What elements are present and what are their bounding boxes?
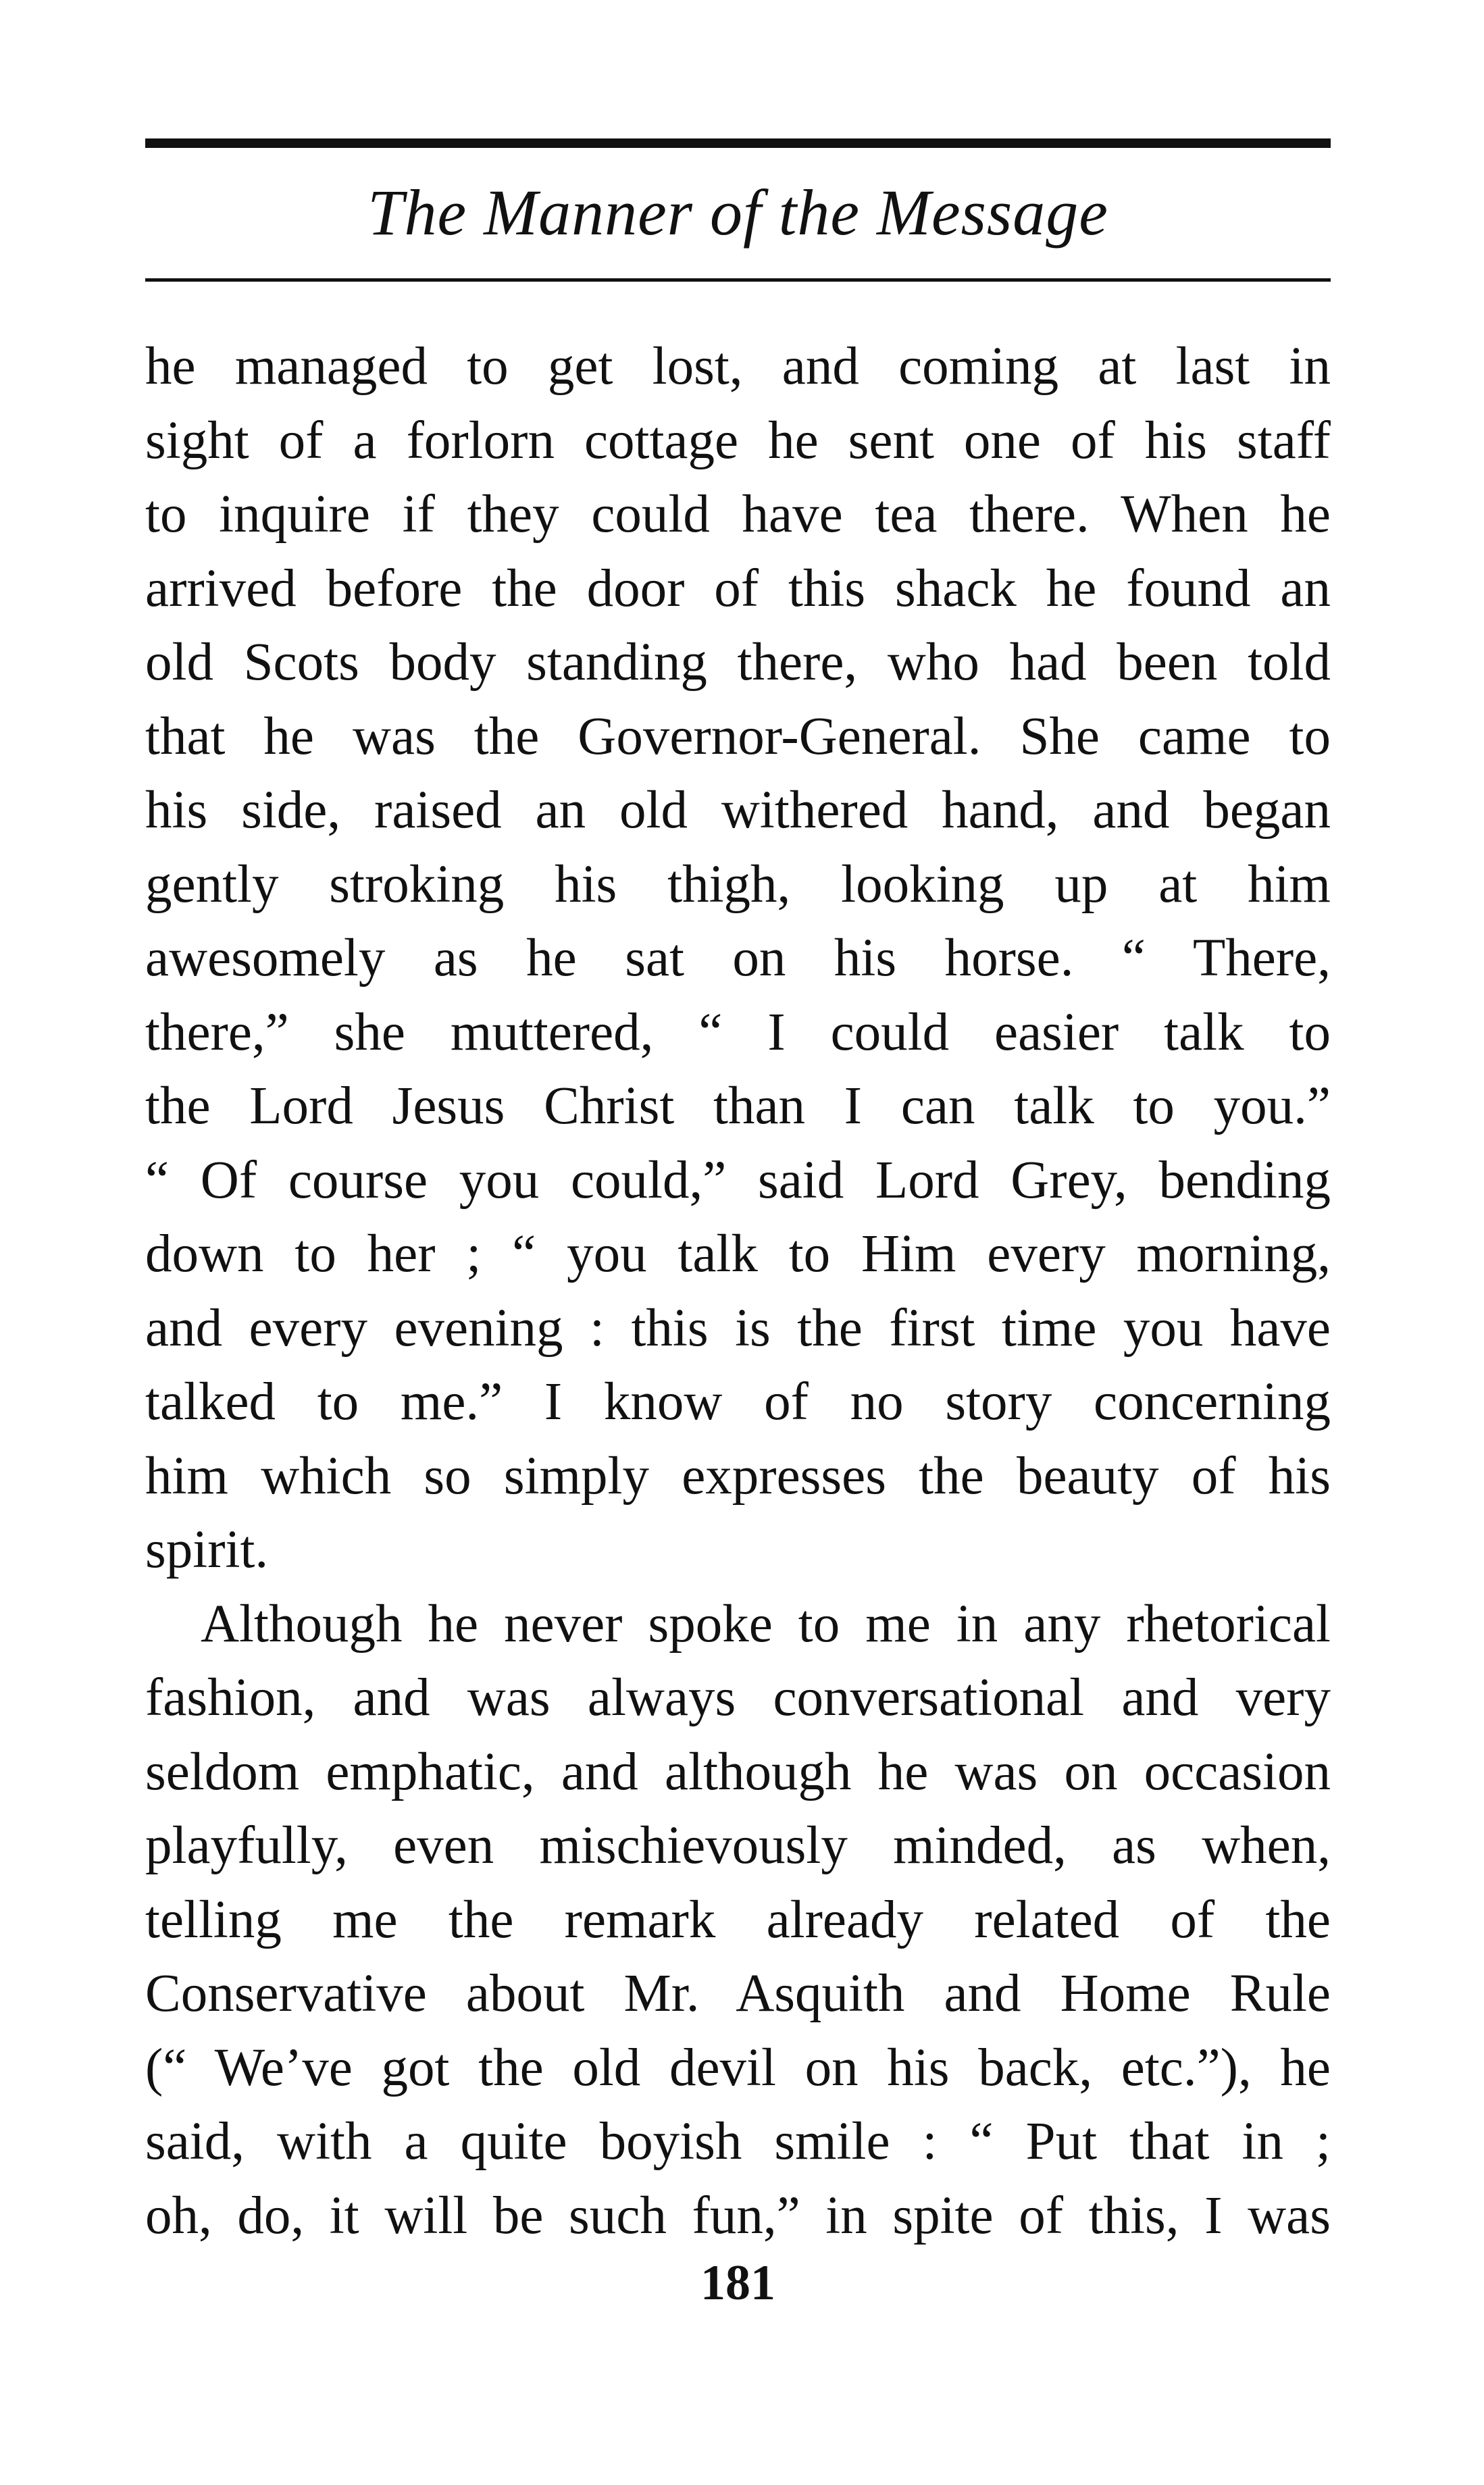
paragraph-1 bbox=[145, 330, 1331, 1587]
text-line: spirit. bbox=[145, 1520, 269, 1579]
text-line: that he was the Governor-General. She came to bbox=[145, 707, 1331, 766]
text-line: gently stroking his thigh, looking up at him bbox=[145, 854, 1331, 914]
text-line: he managed to get lost, and coming at last in bbox=[145, 337, 1331, 396]
header-rule-thin bbox=[145, 278, 1331, 282]
text-line: oh, do, it will be such fun,” in spite of this, I was bbox=[145, 2186, 1331, 2245]
text-line: telling me the remark already related of the bbox=[145, 1890, 1331, 1949]
header-rule-thick bbox=[145, 138, 1331, 148]
text-line: him which so simply expresses the beauty of his bbox=[145, 1446, 1331, 1506]
text-line: there,” she muttered, “ I could easier talk to bbox=[145, 1002, 1331, 1062]
page-number: 181 bbox=[700, 2255, 775, 2311]
text-line: “ Of course you could,” said Lord Grey, bending bbox=[145, 1150, 1331, 1210]
paragraph-2 bbox=[145, 1587, 1331, 2253]
text-line: fashion, and was always conversational and very bbox=[145, 1668, 1331, 1727]
text-line: his side, raised an old withered hand, and began bbox=[145, 781, 1331, 840]
text-line: (“ We’ve got the old devil on his back, etc.”), he bbox=[145, 2038, 1331, 2097]
text-line: to inquire if they could have tea there. When he bbox=[145, 485, 1331, 544]
body-text bbox=[145, 330, 1331, 2253]
text-line: the Lord Jesus Christ than I can talk to you.” bbox=[145, 1077, 1331, 1135]
text-line: down to her ; “ you talk to Him every morning, bbox=[145, 1225, 1331, 1283]
text-line: said, with a quite boyish smile : “ Put that in ; bbox=[145, 2112, 1331, 2171]
text-line: and every evening : this is the first time you have bbox=[145, 1298, 1331, 1358]
text-line: arrived before the door of this shack he found an bbox=[145, 559, 1331, 618]
text-line: sight of a forlorn cottage he sent one of his staff bbox=[145, 411, 1331, 470]
text-line: Conservative about Mr. Asquith and Home Rule bbox=[145, 1964, 1331, 2023]
text-line: seldom emphatic, and although he was on occasion bbox=[145, 1742, 1331, 1801]
text-line: talked to me.” I know of no story concerning bbox=[145, 1373, 1331, 1431]
text-line: Although he never spoke to me in any rhetorical bbox=[201, 1594, 1331, 1654]
text-line: old Scots body standing there, who had been told bbox=[145, 633, 1331, 692]
running-head: The Manner of the Message bbox=[367, 176, 1108, 249]
text-line: playfully, even mischievously minded, as when, bbox=[145, 1816, 1331, 1875]
text-line: awesomely as he sat on his horse. “ There, bbox=[145, 929, 1331, 988]
